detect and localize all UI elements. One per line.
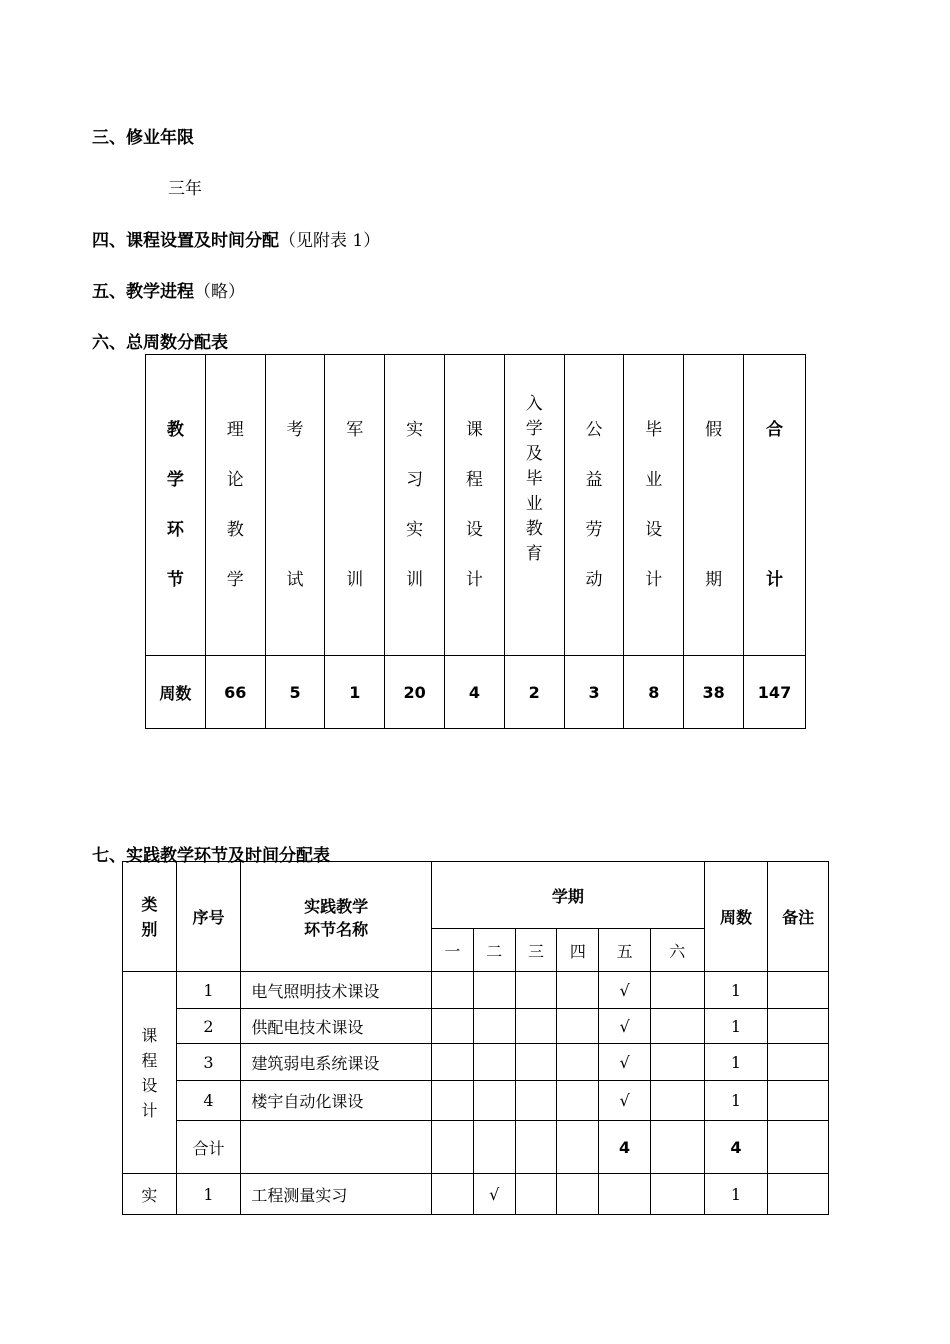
table6-header-cell — [445, 355, 505, 656]
table7-semester: 二 — [473, 929, 515, 972]
table7-semester: 三 — [515, 929, 557, 972]
table7-cell — [650, 1121, 704, 1174]
table7-h-category: 类别 — [123, 862, 177, 972]
table7-cell — [432, 1174, 474, 1215]
table7-group-course-design: 课程设计 — [123, 972, 177, 1174]
table7-cell — [432, 1081, 474, 1121]
table7-cell — [473, 1121, 515, 1174]
table7-name: 楼宇自动化课设 — [241, 1081, 432, 1121]
table6-value: 4 — [445, 656, 505, 729]
table6-weeks-row — [146, 656, 806, 729]
section-5-note: （略） — [194, 282, 245, 302]
table-row — [123, 1081, 829, 1121]
table7-semester: 四 — [557, 929, 599, 972]
table6-header-cell — [205, 355, 265, 656]
table6-value: 2 — [504, 656, 564, 729]
table6-value: 1 — [325, 656, 385, 729]
table7-check: √ — [473, 1174, 515, 1215]
table7-weeks: 1 — [704, 1009, 768, 1044]
table7-cell — [768, 1009, 829, 1044]
table7-cell — [557, 1044, 599, 1081]
table6-header-cell — [265, 355, 325, 656]
table6-value: 3 — [564, 656, 624, 729]
table6-value: 8 — [624, 656, 684, 729]
table7-cell — [473, 1081, 515, 1121]
table7-cell — [473, 972, 515, 1009]
table7-h-weeks: 周数 — [704, 862, 768, 972]
table6-header-cell — [385, 355, 445, 656]
table7-cell — [557, 1009, 599, 1044]
table7-weeks: 1 — [704, 1174, 768, 1215]
table7-cell — [241, 1121, 432, 1174]
table7-weeks: 1 — [704, 1081, 768, 1121]
table7-check: √ — [599, 1009, 651, 1044]
table6-header-cell — [744, 355, 806, 656]
section-4-note: （见附表 1） — [279, 231, 381, 251]
table7-cell — [650, 1009, 704, 1044]
table7-check: √ — [599, 1044, 651, 1081]
table6-header-row — [146, 355, 806, 656]
section-5-title — [92, 277, 245, 302]
table7-cell — [515, 1174, 557, 1215]
table-row — [123, 972, 829, 1009]
table7-h-name-line2: 环节名称 — [304, 919, 369, 939]
table7-cell — [557, 1081, 599, 1121]
table7-seq: 1 — [176, 1174, 241, 1215]
table6-header-cell — [624, 355, 684, 656]
table7-cell — [557, 1174, 599, 1215]
table7-name: 供配电技术课设 — [241, 1009, 432, 1044]
table7-subtotal-weeks: 4 — [704, 1121, 768, 1174]
table7-cell — [515, 1044, 557, 1081]
table7-subtotal-row — [123, 1121, 829, 1174]
table7-cell — [515, 972, 557, 1009]
table7-cell — [515, 1009, 557, 1044]
table7-seq: 1 — [176, 972, 241, 1009]
table7-weeks: 1 — [704, 972, 768, 1009]
table-row — [123, 1009, 829, 1044]
table6-value: 20 — [385, 656, 445, 729]
table7-check: √ — [599, 972, 651, 1009]
section-6-title: 六、总周数分配表 — [92, 333, 228, 353]
table7-cell — [768, 1081, 829, 1121]
table6-value: 147 — [744, 656, 806, 729]
table-row — [123, 1174, 829, 1215]
table7-cell — [432, 1009, 474, 1044]
table7-cell — [432, 1044, 474, 1081]
table6-header-text: 假期 — [705, 420, 723, 590]
section-7-title: 七、实践教学环节及时间分配表 — [92, 846, 330, 866]
table7-cell — [432, 1121, 474, 1174]
table6-header-cell — [504, 355, 564, 656]
table6-header-text: 实习实训 — [406, 420, 424, 590]
table7-cell — [768, 972, 829, 1009]
table6-header-text: 课程设计 — [465, 420, 483, 590]
table6-header-text: 军训 — [346, 420, 364, 590]
table7-cell — [515, 1081, 557, 1121]
table7-cell — [650, 1081, 704, 1121]
table6-value: 5 — [265, 656, 325, 729]
table7-subtotal-label: 合计 — [176, 1121, 241, 1174]
table6-header-text: 入学及毕业教育 — [525, 393, 543, 564]
table7-cell — [650, 972, 704, 1009]
table6-header-text: 合计 — [766, 420, 783, 590]
table7-cell — [432, 972, 474, 1009]
section-3-title: 三、修业年限 — [92, 128, 194, 148]
table6-value: 66 — [205, 656, 265, 729]
table7-check: √ — [599, 1081, 651, 1121]
total-weeks-table — [145, 354, 806, 729]
table7-cell — [473, 1009, 515, 1044]
table7-name: 工程测量实习 — [241, 1174, 432, 1215]
table7-cell — [557, 972, 599, 1009]
table7-name: 电气照明技术课设 — [241, 972, 432, 1009]
table7-cell — [515, 1121, 557, 1174]
table7-h-name-line1: 实践教学 — [304, 896, 369, 916]
section-4-title-text: 四、课程设置及时间分配 — [92, 231, 279, 251]
table7-cell — [473, 1044, 515, 1081]
table-row — [123, 1044, 829, 1081]
table6-header-text: 毕业设计 — [645, 420, 663, 590]
table7-semester: 五 — [599, 929, 651, 972]
table7-cell — [768, 1174, 829, 1215]
table7-subtotal-s5: 4 — [599, 1121, 651, 1174]
table7-cell — [768, 1121, 829, 1174]
section-3-body: 三年 — [168, 179, 202, 199]
table6-header-cell — [146, 355, 206, 656]
section-5-title-text: 五、教学进程 — [92, 282, 194, 302]
table7-semester: 六 — [650, 929, 704, 972]
table7-seq: 2 — [176, 1009, 241, 1044]
table6-header-text: 考试 — [286, 420, 304, 590]
table7-cell — [650, 1044, 704, 1081]
table7-h-name — [241, 862, 432, 972]
table7-seq: 3 — [176, 1044, 241, 1081]
table7-group-internship: 实 — [123, 1174, 177, 1215]
table7-cell — [557, 1121, 599, 1174]
table7-header-row — [123, 862, 829, 929]
table7-h-seq: 序号 — [176, 862, 241, 972]
table7-weeks: 1 — [704, 1044, 768, 1081]
table6-header-cell — [684, 355, 744, 656]
table7-cell — [650, 1174, 704, 1215]
table7-name: 建筑弱电系统课设 — [241, 1044, 432, 1081]
table6-value: 38 — [684, 656, 744, 729]
table7-seq: 4 — [176, 1081, 241, 1121]
table7-semester: 一 — [432, 929, 474, 972]
table6-header-cell — [325, 355, 385, 656]
table6-header-text: 公益劳动 — [585, 420, 603, 590]
table7-h-semester: 学期 — [432, 862, 705, 929]
table6-header-cell — [564, 355, 624, 656]
section-4-title — [92, 226, 380, 251]
table7-cell — [599, 1174, 651, 1215]
table7-cell — [768, 1044, 829, 1081]
table7-h-notes: 备注 — [768, 862, 829, 972]
table6-header-text: 教学环节 — [166, 420, 184, 590]
table6-row-label: 周数 — [146, 656, 206, 729]
practice-schedule-table — [122, 861, 829, 1215]
table6-header-text: 理论教学 — [226, 420, 244, 590]
